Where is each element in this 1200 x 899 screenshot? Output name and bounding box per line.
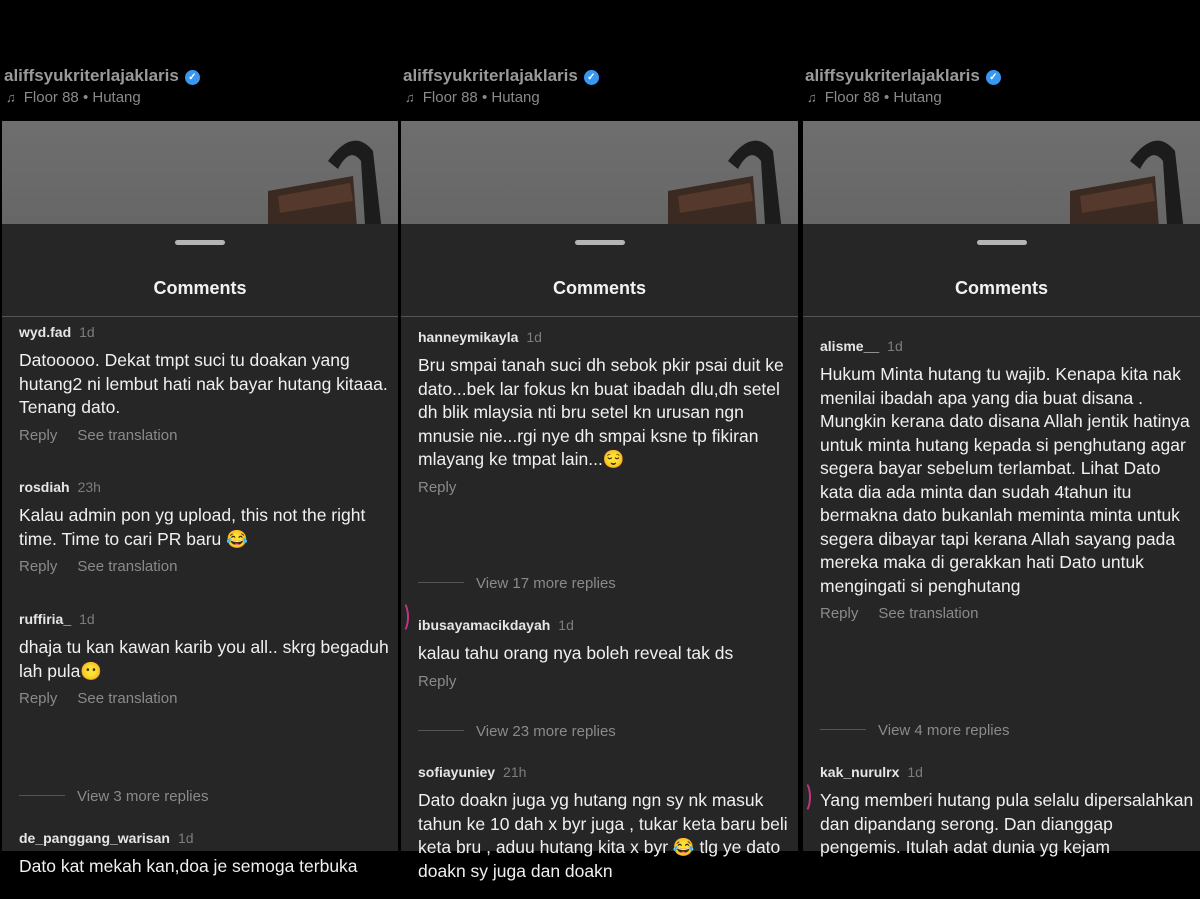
post-username[interactable]: aliffsyukriterlajaklaris ✓	[403, 66, 599, 86]
comments-title: Comments	[552, 278, 646, 298]
reply-button[interactable]: Reply	[19, 558, 58, 575]
view-more-replies[interactable]: View 17 more replies	[418, 575, 616, 592]
comment-actions	[418, 479, 792, 496]
screenshot-panel-1	[2, 48, 398, 876]
comments-title: Comments	[153, 278, 247, 298]
see-translation-button[interactable]: See translation	[878, 605, 979, 622]
comment-text: Hukum Minta hutang tu wajib. Kenapa kita nak menilai ibadah apa yang dia buat disana . Mungkin kerana dato disana Allah jentik hatinya untuk minta hutang kepada si penghutang agar segera bayar sebelum terlambat. Lihat Dato kata dia ada minta dan sudah 4tahun itu bermakna dato bukanlah meminta minta untuk segera dibayar tapi kerana Allah sayang pada mereka maka di gerakkan hati Dato untuk mengingati si penghutang	[820, 364, 1190, 596]
comments-title: Comments	[954, 278, 1048, 298]
comment	[820, 764, 1194, 860]
comment-username[interactable]: rosdiah 23h	[19, 479, 101, 495]
comment-username[interactable]: alisme__ 1d	[820, 338, 903, 354]
see-translation-button[interactable]: See translation	[77, 690, 178, 707]
post-username[interactable]: aliffsyukriterlajaklaris ✓	[4, 66, 200, 86]
drag-handle[interactable]	[575, 240, 625, 245]
reply-button[interactable]: Reply	[418, 478, 457, 496]
comments-sheet-header	[803, 224, 1200, 317]
story-ring-icon	[395, 601, 409, 633]
comments-list[interactable]	[401, 316, 798, 881]
divider	[418, 582, 464, 583]
verified-badge-icon: ✓	[185, 70, 200, 85]
story-ring-icon	[797, 781, 811, 813]
screenshot-panel-3	[803, 48, 1200, 857]
comment	[19, 479, 392, 575]
comment-text: Bru smpai tanah suci dh sebok pkir psai duit ke dato...bek lar fokus kn buat ibadah dlu,dh setel dh blik mlaysia nti bru setel kn urusan ngn mnusie nie...rgi nye dh smpai ksne tp fikiran mlayang ke tmpat lain...😌	[418, 355, 784, 469]
comment-text: Yang memberi hutang pula selalu dipersalahkan dan dipandang serong. Dan dianggap pengemis. Itulah adat dunia yg kejam	[820, 790, 1194, 857]
comment-actions	[19, 690, 392, 707]
screenshot-panel-2	[401, 48, 798, 881]
see-translation-button[interactable]: See translation	[77, 426, 178, 444]
comment-username[interactable]: hanneymikayla 1d	[418, 329, 542, 345]
see-translation-button[interactable]: See translation	[77, 558, 178, 575]
comment	[418, 764, 792, 883]
comment-username[interactable]: ibusayamacikdayah 1d	[418, 617, 574, 633]
post-header	[401, 48, 798, 121]
comment-text: kalau tahu orang nya boleh reveal tak ds	[418, 643, 734, 663]
music-note-icon: ♫	[807, 90, 817, 105]
comment-text: Kalau admin pon yg upload, this not the right time. Time to cari PR baru 😂	[19, 505, 366, 549]
view-more-replies[interactable]: View 4 more replies	[820, 722, 1009, 739]
view-more-replies[interactable]: View 3 more replies	[19, 788, 208, 805]
drag-handle[interactable]	[977, 240, 1027, 245]
post-username[interactable]: aliffsyukriterlajaklaris ✓	[805, 66, 1001, 86]
comment-actions	[418, 673, 792, 690]
post-audio[interactable]: ♫ Floor 88 • Hutang	[405, 89, 540, 106]
reply-button[interactable]: Reply	[820, 605, 859, 622]
comment-username[interactable]: kak_nurulrx 1d	[820, 764, 923, 780]
divider	[418, 730, 464, 731]
comment-actions	[19, 558, 392, 575]
divider	[19, 795, 65, 796]
drag-handle[interactable]	[175, 240, 225, 245]
comments-list[interactable]	[2, 316, 398, 876]
comment-text: Dato doakn juga yg hutang ngn sy nk masuk tahun ke 10 dah x byr juga , tukar keta baru beli keta bru , aduu hutang kita x byr 😂 tlg ye dato doakn sy juga dan doakn	[418, 790, 788, 881]
post-image	[2, 121, 398, 224]
verified-badge-icon: ✓	[986, 70, 1001, 85]
comment	[820, 338, 1194, 622]
music-note-icon: ♫	[6, 90, 16, 105]
comment	[19, 830, 392, 879]
post-header	[2, 48, 398, 121]
post-image	[803, 121, 1200, 224]
post-header	[803, 48, 1200, 121]
comment-actions	[19, 427, 392, 444]
view-more-replies[interactable]: View 23 more replies	[418, 723, 616, 740]
music-note-icon: ♫	[405, 90, 415, 105]
reply-button[interactable]: Reply	[19, 690, 58, 707]
verified-badge-icon: ✓	[584, 70, 599, 85]
comments-sheet-header	[401, 224, 798, 317]
comment-text: dhaja tu kan kawan karib you all.. skrg begaduh lah pula😶	[19, 637, 389, 681]
comment-actions	[820, 605, 1194, 622]
reply-button[interactable]: Reply	[19, 426, 58, 444]
comment	[19, 611, 392, 707]
comment-text: Datooooo. Dekat tmpt suci tu doakan yang hutang2 ni lembut hati nak bayar hutang kitaaa. Tenang dato.	[19, 350, 388, 417]
comments-sheet-header	[2, 224, 398, 317]
comment-text: Dato kat mekah kan,doa je semoga terbuka	[19, 856, 358, 876]
comment	[19, 324, 392, 444]
divider	[820, 729, 866, 730]
comment-username[interactable]: wyd.fad 1d	[19, 324, 95, 340]
post-audio[interactable]: ♫ Floor 88 • Hutang	[6, 89, 141, 106]
post-audio[interactable]: ♫ Floor 88 • Hutang	[807, 89, 942, 106]
comment-username[interactable]: sofiayuniey 21h	[418, 764, 527, 780]
comments-list[interactable]	[803, 316, 1200, 857]
post-image	[401, 121, 798, 224]
comment-username[interactable]: de_panggang_warisan 1d	[19, 830, 194, 846]
comment	[418, 329, 792, 496]
reply-button[interactable]: Reply	[418, 672, 457, 690]
comment-username[interactable]: ruffiria_ 1d	[19, 611, 95, 627]
comment	[418, 617, 792, 690]
